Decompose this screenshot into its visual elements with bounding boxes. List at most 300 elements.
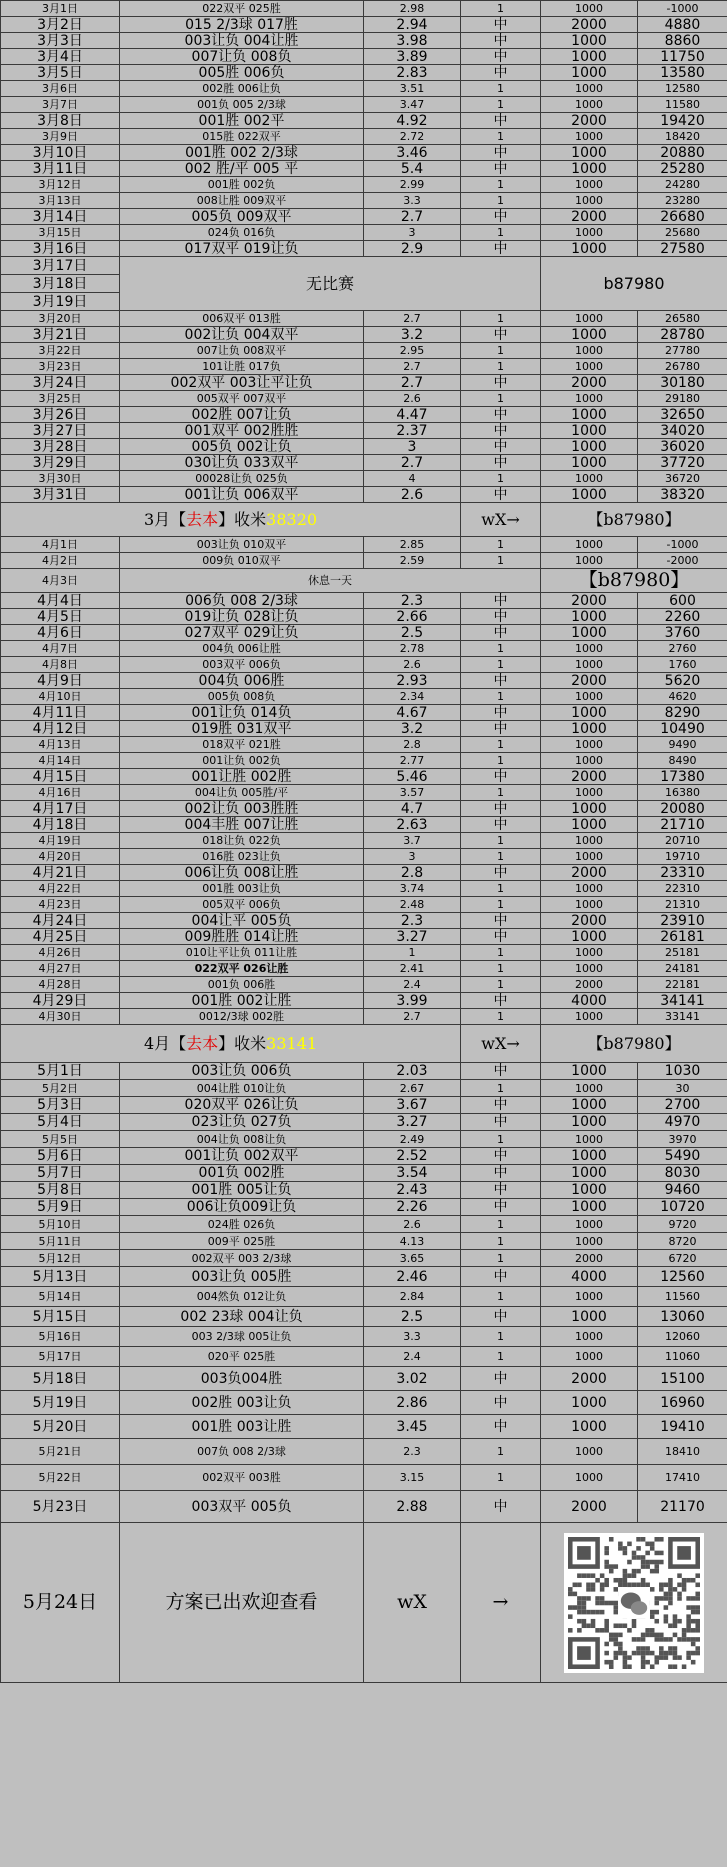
cell-odds: 3.67 bbox=[364, 1097, 461, 1114]
cell-odds: 2.99 bbox=[364, 177, 461, 193]
cell-balance: 21710 bbox=[638, 817, 727, 833]
table-row bbox=[1, 881, 727, 897]
table-row bbox=[1, 1182, 727, 1199]
cell-balance: 27780 bbox=[638, 343, 727, 359]
cell-match: 001胜 002负 bbox=[120, 177, 364, 193]
cell-odds: 2.4 bbox=[364, 977, 461, 993]
cell-pick: 中 bbox=[461, 817, 541, 833]
cell-stake: 1000 bbox=[541, 553, 638, 569]
cell-balance: 26680 bbox=[638, 209, 727, 225]
table-row bbox=[1, 1327, 727, 1347]
table-row bbox=[1, 689, 727, 705]
cell-stake: 1000 bbox=[541, 689, 638, 705]
cell-match: 002双平 003让平让负 bbox=[120, 375, 364, 391]
cell-balance: 15100 bbox=[638, 1367, 727, 1391]
table-row bbox=[1, 913, 727, 929]
cell-odds: 2.37 bbox=[364, 423, 461, 439]
cell-match: 006让负 008让胜 bbox=[120, 865, 364, 881]
cell-pick: 1 bbox=[461, 897, 541, 913]
cell-odds: 3.65 bbox=[364, 1250, 461, 1267]
cell-match: 001让胜 002胜 bbox=[120, 769, 364, 785]
cell-odds: 4.47 bbox=[364, 407, 461, 423]
cell-date: 3月28日 bbox=[1, 439, 120, 455]
cell-pick: 中 bbox=[461, 1114, 541, 1131]
cell-stake: 4000 bbox=[541, 1267, 638, 1287]
cell-pick: 中 bbox=[461, 423, 541, 439]
cell-date: 3月5日 bbox=[1, 65, 120, 81]
cell-odds: 3.74 bbox=[364, 881, 461, 897]
cell-date: 5月22日 bbox=[1, 1465, 120, 1491]
table-row bbox=[1, 1097, 727, 1114]
cell-balance: 25680 bbox=[638, 225, 727, 241]
cell-match: 006负 008 2/3球 bbox=[120, 593, 364, 609]
table-row bbox=[1, 1287, 727, 1307]
cell-balance: 6720 bbox=[638, 1250, 727, 1267]
cell-stake: 1000 bbox=[541, 81, 638, 97]
cell-odds: 2.41 bbox=[364, 961, 461, 977]
table-row bbox=[1, 487, 727, 503]
table-row bbox=[1, 391, 727, 407]
cell-odds: 2.6 bbox=[364, 487, 461, 503]
cell-stake: 2000 bbox=[541, 1250, 638, 1267]
qr-code-icon[interactable] bbox=[564, 1533, 704, 1673]
cell-odds: 2.03 bbox=[364, 1063, 461, 1080]
table-row bbox=[1, 609, 727, 625]
cell-match: 004负 006胜 bbox=[120, 673, 364, 689]
cell-date: 3月14日 bbox=[1, 209, 120, 225]
cell-balance: 27580 bbox=[638, 241, 727, 257]
cell-date: 4月5日 bbox=[1, 609, 120, 625]
cell-balance: 3970 bbox=[638, 1131, 727, 1148]
cell-pick: 中 bbox=[461, 49, 541, 65]
table-row bbox=[1, 407, 727, 423]
cell-date: 3月9日 bbox=[1, 129, 120, 145]
table-row bbox=[1, 1465, 727, 1491]
cell-odds: 3 bbox=[364, 439, 461, 455]
cell-date: 4月18日 bbox=[1, 817, 120, 833]
cell-pick: 中 bbox=[461, 593, 541, 609]
cell-odds: 2.93 bbox=[364, 673, 461, 689]
cell-date: 5月3日 bbox=[1, 1097, 120, 1114]
cell-match: 003让负 006负 bbox=[120, 1063, 364, 1080]
cell-stake: 2000 bbox=[541, 375, 638, 391]
cell-odds: 2.8 bbox=[364, 737, 461, 753]
cell-date: 5月9日 bbox=[1, 1199, 120, 1216]
cell-date: 4月20日 bbox=[1, 849, 120, 865]
cell-stake: 1000 bbox=[541, 1216, 638, 1233]
cell-pick: 中 bbox=[461, 209, 541, 225]
cell-pick: 中 bbox=[461, 407, 541, 423]
table-row bbox=[1, 1063, 727, 1080]
cell-stake: 1000 bbox=[541, 537, 638, 553]
cell-odds: 2.4 bbox=[364, 1347, 461, 1367]
cell-odds: 2.78 bbox=[364, 641, 461, 657]
cell-stake: 1000 bbox=[541, 929, 638, 945]
cell-balance: 8290 bbox=[638, 705, 727, 721]
cell-date: 3月22日 bbox=[1, 343, 120, 359]
cell-date: 3月11日 bbox=[1, 161, 120, 177]
cell-pick: 中 bbox=[461, 17, 541, 33]
cell-match: 015 2/3球 017胜 bbox=[120, 17, 364, 33]
cell-stake: 1000 bbox=[541, 625, 638, 641]
table-row bbox=[1, 769, 727, 785]
cell-match: 001负 002胜 bbox=[120, 1165, 364, 1182]
table-row bbox=[1, 961, 727, 977]
cell-balance: 8720 bbox=[638, 1233, 727, 1250]
cell-odds: 2.46 bbox=[364, 1267, 461, 1287]
cell-pick: 1 bbox=[461, 177, 541, 193]
cell-balance: 1760 bbox=[638, 657, 727, 673]
cell-balance: 33141 bbox=[638, 1009, 727, 1025]
cell-date: 3月1日 bbox=[1, 1, 120, 17]
cell-stake: 1000 bbox=[541, 1097, 638, 1114]
cell-match: 007让负 008负 bbox=[120, 49, 364, 65]
cell-stake: 1000 bbox=[541, 439, 638, 455]
cell-date: 5月23日 bbox=[1, 1491, 120, 1523]
cell-stake: 1000 bbox=[541, 1182, 638, 1199]
cell-date: 4月11日 bbox=[1, 705, 120, 721]
table-row bbox=[1, 865, 727, 881]
cell-balance: 36020 bbox=[638, 439, 727, 455]
table-row bbox=[1, 737, 727, 753]
cell-odds: 2.86 bbox=[364, 1391, 461, 1415]
cell-stake: 1000 bbox=[541, 737, 638, 753]
month-summary-text bbox=[1, 1025, 461, 1063]
table-row bbox=[1, 977, 727, 993]
cell-match: 003让负 004让胜 bbox=[120, 33, 364, 49]
cell-date: 3月17日 bbox=[1, 257, 120, 275]
cell-balance: -1000 bbox=[638, 537, 727, 553]
cell-date: 3月12日 bbox=[1, 177, 120, 193]
cell-odds: 2.7 bbox=[364, 359, 461, 375]
cell-odds: 3.47 bbox=[364, 97, 461, 113]
cell-stake: 1000 bbox=[541, 945, 638, 961]
cell-date: 4月6日 bbox=[1, 625, 120, 641]
cell-date: 5月6日 bbox=[1, 1148, 120, 1165]
cell-date: 3月24日 bbox=[1, 375, 120, 391]
cell-date: 4月3日 bbox=[1, 569, 120, 593]
cell-date: 4月2日 bbox=[1, 553, 120, 569]
cell-odds: 3.2 bbox=[364, 721, 461, 737]
cell-odds: 3.02 bbox=[364, 1367, 461, 1391]
cell-date: 5月20日 bbox=[1, 1415, 120, 1439]
cell-match: 017双平 019让负 bbox=[120, 241, 364, 257]
cell-odds: 2.98 bbox=[364, 1, 461, 17]
cell-date: 5月8日 bbox=[1, 1182, 120, 1199]
cell-pick: 1 bbox=[461, 1287, 541, 1307]
cell-odds: 2.6 bbox=[364, 391, 461, 407]
cell-stake: 1000 bbox=[541, 641, 638, 657]
cell-match: 002让负 003胜胜 bbox=[120, 801, 364, 817]
cell-date: 4月26日 bbox=[1, 945, 120, 961]
cell-balance: 30180 bbox=[638, 375, 727, 391]
cell-balance: 4620 bbox=[638, 689, 727, 705]
cell-odds: 2.3 bbox=[364, 593, 461, 609]
cell-odds: 3.27 bbox=[364, 929, 461, 945]
no-match-row bbox=[1, 257, 727, 275]
cell-date: 4月12日 bbox=[1, 721, 120, 737]
cell-pick: 中 bbox=[461, 145, 541, 161]
plan-message: 方案已出欢迎查看 bbox=[120, 1523, 364, 1683]
cell-pick: 1 bbox=[461, 961, 541, 977]
cell-date: 3月26日 bbox=[1, 407, 120, 423]
cell-stake: 1000 bbox=[541, 455, 638, 471]
cell-balance: 12560 bbox=[638, 1267, 727, 1287]
cell-balance: 38320 bbox=[638, 487, 727, 503]
cell-odds: 2.7 bbox=[364, 375, 461, 391]
cell-odds: 2.84 bbox=[364, 1287, 461, 1307]
cell-odds: 3.27 bbox=[364, 1114, 461, 1131]
cell-date: 3月20日 bbox=[1, 311, 120, 327]
cell-date: 4月27日 bbox=[1, 961, 120, 977]
table-row bbox=[1, 1367, 727, 1391]
cell-date: 3月10日 bbox=[1, 145, 120, 161]
cell-date: 4月29日 bbox=[1, 993, 120, 1009]
cell-date: 3月16日 bbox=[1, 241, 120, 257]
cell-match: 004让平 005负 bbox=[120, 913, 364, 929]
cell-pick: 中 bbox=[461, 865, 541, 881]
cell-stake: 1000 bbox=[541, 833, 638, 849]
cell-date: 5月10日 bbox=[1, 1216, 120, 1233]
cell-stake: 1000 bbox=[541, 785, 638, 801]
cell-match: 001负 006胜 bbox=[120, 977, 364, 993]
cell-pick: 中 bbox=[461, 769, 541, 785]
cell-odds: 2.52 bbox=[364, 1148, 461, 1165]
cell-pick: 中 bbox=[461, 705, 541, 721]
table-row bbox=[1, 145, 727, 161]
cell-match: 004负 006让胜 bbox=[120, 641, 364, 657]
summary-suffix: 】收米 bbox=[218, 509, 267, 529]
cell-pick: 1 bbox=[461, 1465, 541, 1491]
cell-match: 004让负 008让负 bbox=[120, 1131, 364, 1148]
cell-pick: 1 bbox=[461, 1080, 541, 1097]
table-row bbox=[1, 897, 727, 913]
cell-match: 101让胜 017负 bbox=[120, 359, 364, 375]
cell-balance: 10490 bbox=[638, 721, 727, 737]
table-row bbox=[1, 929, 727, 945]
table-row bbox=[1, 471, 727, 487]
table-row bbox=[1, 423, 727, 439]
cell-match: 002胜 003让负 bbox=[120, 1391, 364, 1415]
cell-stake: 1000 bbox=[541, 705, 638, 721]
cell-odds: 4.13 bbox=[364, 1233, 461, 1250]
cell-pick: 1 bbox=[461, 81, 541, 97]
cell-match: 007负 008 2/3球 bbox=[120, 1439, 364, 1465]
cell-pick: 中 bbox=[461, 1148, 541, 1165]
cell-stake: 1000 bbox=[541, 609, 638, 625]
cell-match: 006让负009让负 bbox=[120, 1199, 364, 1216]
cell-pick: 中 bbox=[461, 33, 541, 49]
contact-wx: wX→ bbox=[461, 1025, 541, 1063]
cell-date: 3月21日 bbox=[1, 327, 120, 343]
cell-date: 3月7日 bbox=[1, 97, 120, 113]
cell-match: 003双平 005负 bbox=[120, 1491, 364, 1523]
cell-balance: 9720 bbox=[638, 1216, 727, 1233]
cell-balance: 9460 bbox=[638, 1182, 727, 1199]
table-row bbox=[1, 49, 727, 65]
cell-pick: 1 bbox=[461, 343, 541, 359]
cell-odds: 4.7 bbox=[364, 801, 461, 817]
summary-amount: 38320 bbox=[266, 509, 318, 529]
cell-balance: 25280 bbox=[638, 161, 727, 177]
cell-pick: 1 bbox=[461, 785, 541, 801]
table-row bbox=[1, 1307, 727, 1327]
cell-pick: 1 bbox=[461, 977, 541, 993]
cell-odds: 3.46 bbox=[364, 145, 461, 161]
cell-balance: 2760 bbox=[638, 641, 727, 657]
cell-pick: 中 bbox=[461, 1367, 541, 1391]
cell-balance: 17380 bbox=[638, 769, 727, 785]
table-row bbox=[1, 343, 727, 359]
final-row bbox=[1, 1523, 727, 1683]
table-row bbox=[1, 705, 727, 721]
cell-balance: 23910 bbox=[638, 913, 727, 929]
table-row bbox=[1, 241, 727, 257]
table-row bbox=[1, 673, 727, 689]
cell-date: 4月23日 bbox=[1, 897, 120, 913]
cell-match: 024负 016负 bbox=[120, 225, 364, 241]
cell-odds: 5.46 bbox=[364, 769, 461, 785]
cell-date: 4月30日 bbox=[1, 1009, 120, 1025]
cell-stake: 2000 bbox=[541, 673, 638, 689]
cell-pick: 中 bbox=[461, 1267, 541, 1287]
table-row bbox=[1, 193, 727, 209]
cell-odds: 2.66 bbox=[364, 609, 461, 625]
cell-date: 5月5日 bbox=[1, 1131, 120, 1148]
cell-balance: 20710 bbox=[638, 833, 727, 849]
cell-odds: 2.77 bbox=[364, 753, 461, 769]
cell-odds: 2.5 bbox=[364, 1307, 461, 1327]
cell-pick: 1 bbox=[461, 311, 541, 327]
cell-odds: 2.26 bbox=[364, 1199, 461, 1216]
cell-pick: 1 bbox=[461, 97, 541, 113]
cell-date: 3月8日 bbox=[1, 113, 120, 129]
cell-odds: 3.45 bbox=[364, 1415, 461, 1439]
cell-balance: 23310 bbox=[638, 865, 727, 881]
cell-match: 008让胜 009双平 bbox=[120, 193, 364, 209]
cell-stake: 2000 bbox=[541, 769, 638, 785]
cell-pick: 中 bbox=[461, 1391, 541, 1415]
cell-balance: 28780 bbox=[638, 327, 727, 343]
cell-balance: 37720 bbox=[638, 455, 727, 471]
cell-match: 005负 009双平 bbox=[120, 209, 364, 225]
cell-balance: 11750 bbox=[638, 49, 727, 65]
table-row bbox=[1, 833, 727, 849]
cell-odds: 2.6 bbox=[364, 657, 461, 673]
cell-pick: 中 bbox=[461, 241, 541, 257]
cell-stake: 1000 bbox=[541, 65, 638, 81]
cell-pick: 中 bbox=[461, 1199, 541, 1216]
cell-stake: 1000 bbox=[541, 817, 638, 833]
cell-balance: 32650 bbox=[638, 407, 727, 423]
cell-match: 018双平 021胜 bbox=[120, 737, 364, 753]
cell-pick: 1 bbox=[461, 129, 541, 145]
table-row bbox=[1, 1439, 727, 1465]
cell-stake: 1000 bbox=[541, 1439, 638, 1465]
table-row bbox=[1, 1267, 727, 1287]
cell-balance: -2000 bbox=[638, 553, 727, 569]
table-row bbox=[1, 801, 727, 817]
cell-stake: 1000 bbox=[541, 1, 638, 17]
cell-match: 020双平 026让负 bbox=[120, 1097, 364, 1114]
cell-stake: 1000 bbox=[541, 897, 638, 913]
cell-match: 001胜 003让胜 bbox=[120, 1415, 364, 1439]
cell-odds: 2.72 bbox=[364, 129, 461, 145]
cell-stake: 1000 bbox=[541, 1327, 638, 1347]
cell-match: 001胜 002平 bbox=[120, 113, 364, 129]
cell-balance: 34141 bbox=[638, 993, 727, 1009]
cell-pick: 中 bbox=[461, 929, 541, 945]
table-row bbox=[1, 849, 727, 865]
cell-date: 3月13日 bbox=[1, 193, 120, 209]
cell-stake: 1000 bbox=[541, 1165, 638, 1182]
cell-pick: 中 bbox=[461, 113, 541, 129]
cell-balance: 19710 bbox=[638, 849, 727, 865]
cell-pick: 中 bbox=[461, 1097, 541, 1114]
table-row bbox=[1, 1080, 727, 1097]
cell-stake: 2000 bbox=[541, 1491, 638, 1523]
table-row bbox=[1, 593, 727, 609]
cell-odds: 3 bbox=[364, 225, 461, 241]
cell-stake: 1000 bbox=[541, 1131, 638, 1148]
cell-stake: 1000 bbox=[541, 1199, 638, 1216]
no-match-label: 无比赛 bbox=[120, 257, 541, 311]
cell-pick: 中 bbox=[461, 1063, 541, 1080]
cell-pick: 1 bbox=[461, 1131, 541, 1148]
cell-balance: 36720 bbox=[638, 471, 727, 487]
table-row bbox=[1, 1233, 727, 1250]
cell-stake: 2000 bbox=[541, 1367, 638, 1391]
cell-balance: 8860 bbox=[638, 33, 727, 49]
cell-pick: 中 bbox=[461, 721, 541, 737]
cell-match: 002让负 004双平 bbox=[120, 327, 364, 343]
cell-balance: 17410 bbox=[638, 1465, 727, 1491]
cell-pick: 1 bbox=[461, 1327, 541, 1347]
cell-balance: 12060 bbox=[638, 1327, 727, 1347]
cell-odds: 3.2 bbox=[364, 327, 461, 343]
cell-date: 3月19日 bbox=[1, 293, 120, 311]
table-row bbox=[1, 1199, 727, 1216]
cell-pick: 中 bbox=[461, 327, 541, 343]
cell-pick: 1 bbox=[461, 471, 541, 487]
cell-balance: 10720 bbox=[638, 1199, 727, 1216]
cell-balance: 26580 bbox=[638, 311, 727, 327]
cell-odds: 2.48 bbox=[364, 897, 461, 913]
summary-prefix: 3月【 bbox=[143, 509, 187, 529]
cell-balance: 5490 bbox=[638, 1148, 727, 1165]
table-row bbox=[1, 1148, 727, 1165]
cell-stake: 2000 bbox=[541, 865, 638, 881]
cell-stake: 1000 bbox=[541, 359, 638, 375]
cell-date: 3月27日 bbox=[1, 423, 120, 439]
cell-match: 018让负 022负 bbox=[120, 833, 364, 849]
cell-match: 002 胜/平 005 平 bbox=[120, 161, 364, 177]
cell-match: 009胜胜 014让胜 bbox=[120, 929, 364, 945]
cell-date: 4月9日 bbox=[1, 673, 120, 689]
cell-odds: 2.67 bbox=[364, 1080, 461, 1097]
table-row bbox=[1, 225, 727, 241]
cell-stake: 1000 bbox=[541, 961, 638, 977]
cell-date: 5月18日 bbox=[1, 1367, 120, 1391]
cell-stake: 2000 bbox=[541, 209, 638, 225]
cell-stake: 1000 bbox=[541, 177, 638, 193]
summary-amount: 33141 bbox=[266, 1033, 318, 1053]
cell-pick: 1 bbox=[461, 1009, 541, 1025]
cell-balance: 600 bbox=[638, 593, 727, 609]
cell-stake: 1000 bbox=[541, 193, 638, 209]
cell-pick: 1 bbox=[461, 881, 541, 897]
cell-pick: 中 bbox=[461, 1307, 541, 1327]
